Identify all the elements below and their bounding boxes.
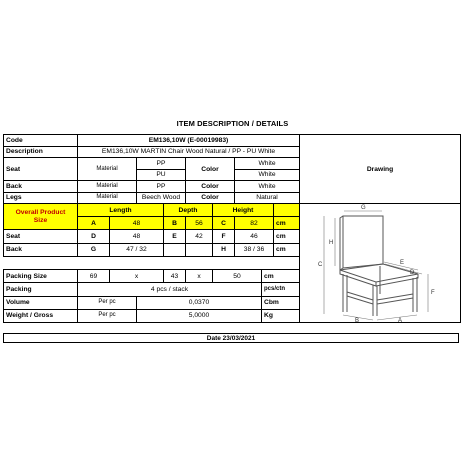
volume-unit: Cbm <box>262 296 300 309</box>
dim-a-value: 48 <box>110 217 164 230</box>
volume-value: 0,0370 <box>137 296 262 309</box>
dim-d-letter: D <box>78 230 110 243</box>
weight-unit: Kg <box>262 309 300 322</box>
back-dims-unit: cm <box>274 243 300 256</box>
seat-dims-unit: cm <box>274 230 300 243</box>
dim-e-value: 42 <box>186 230 213 243</box>
drawing-letter-h: H <box>329 240 334 246</box>
seat-color-label: Color <box>186 158 235 181</box>
dim-g-value: 47 / 32 <box>110 243 164 256</box>
volume-per: Per pc <box>78 296 137 309</box>
overall-size-label <box>4 204 78 230</box>
dim-c-value: 82 <box>235 217 274 230</box>
overall-size-line1: Overall Product <box>15 208 66 216</box>
dim-h-letter: H <box>213 243 235 256</box>
dim-h-value: 38 / 36 <box>235 243 274 256</box>
spec-table <box>3 134 461 323</box>
dim-e-letter: E <box>164 230 186 243</box>
seat-material-2: PU <box>137 169 186 181</box>
dim-b-value: 56 <box>186 217 213 230</box>
seat-color-2: White <box>235 169 300 181</box>
weight-label: Weight / Gross <box>4 309 78 322</box>
dim-f-value: 46 <box>235 230 274 243</box>
drawing-letter-c: C <box>318 262 323 268</box>
packing-size-unit: cm <box>262 270 300 283</box>
drawing-letter-b: B <box>355 318 360 322</box>
seat-label: Seat <box>4 158 78 181</box>
packing-value: 4 pcs / stack <box>78 283 262 296</box>
packing-size-label: Packing Size <box>4 270 78 283</box>
seat-dims-label: Seat <box>4 230 78 243</box>
back-color: White <box>235 181 300 193</box>
overall-header-row <box>4 204 461 217</box>
back-label: Back <box>4 181 78 193</box>
drawing-letter-e: E <box>400 260 405 266</box>
legs-color-label: Color <box>186 192 235 204</box>
back-dims-label: Back <box>4 243 78 256</box>
code-row <box>4 135 461 147</box>
drawing-letter-f: F <box>431 290 435 296</box>
back-color-label: Color <box>186 181 235 193</box>
seat-material-label: Material <box>78 158 137 181</box>
packing-size-x1: x <box>110 270 164 283</box>
packing-unit: pcs/ctn <box>262 283 300 296</box>
weight-per: Per pc <box>78 309 137 322</box>
overall-size-line2: Size <box>33 216 48 224</box>
packing-size-height: 50 <box>213 270 262 283</box>
legs-material: Beech Wood <box>137 192 186 204</box>
height-header: Height <box>213 204 274 217</box>
seat-color-1: White <box>235 158 300 170</box>
depth-header: Depth <box>164 204 213 217</box>
chair-drawing-svg <box>300 204 461 322</box>
drawing-header: Drawing <box>300 135 461 204</box>
chair-drawing <box>300 204 461 323</box>
drawing-letter-a: A <box>398 318 403 322</box>
description-value: EM136,10W MARTIN Chair Wood Natural / PP - PU White <box>78 146 300 158</box>
packing-size-length: 69 <box>78 270 110 283</box>
code-label: Code <box>4 135 78 147</box>
packing-size-x2: x <box>186 270 213 283</box>
legs-material-label: Material <box>78 192 137 204</box>
code-value: EM136,10W (E-00019983) <box>78 135 300 147</box>
back-material-label: Material <box>78 181 137 193</box>
back-material: PP <box>137 181 186 193</box>
legs-color: Natural <box>235 192 300 204</box>
drawing-letter-d: D <box>410 270 415 276</box>
dim-d-value: 48 <box>110 230 164 243</box>
weight-value: 5,0000 <box>137 309 262 322</box>
overall-unit: cm <box>274 217 300 230</box>
packing-size-depth: 43 <box>164 270 186 283</box>
page-title: ITEM DESCRIPTION / DETAILS <box>176 119 289 128</box>
date-footer: Date 23/03/2021 <box>3 333 459 343</box>
description-label: Description <box>4 146 78 158</box>
dim-g-letter: G <box>78 243 110 256</box>
drawing-letter-g: G <box>361 205 366 211</box>
volume-label: Volume <box>4 296 78 309</box>
packing-label: Packing <box>4 283 78 296</box>
seat-material-1: PP <box>137 158 186 170</box>
length-header: Length <box>78 204 164 217</box>
dim-f-letter: F <box>213 230 235 243</box>
dim-a-letter: A <box>78 217 110 230</box>
legs-label: Legs <box>4 192 78 204</box>
dim-b-letter: B <box>164 217 186 230</box>
dim-c-letter: C <box>213 217 235 230</box>
